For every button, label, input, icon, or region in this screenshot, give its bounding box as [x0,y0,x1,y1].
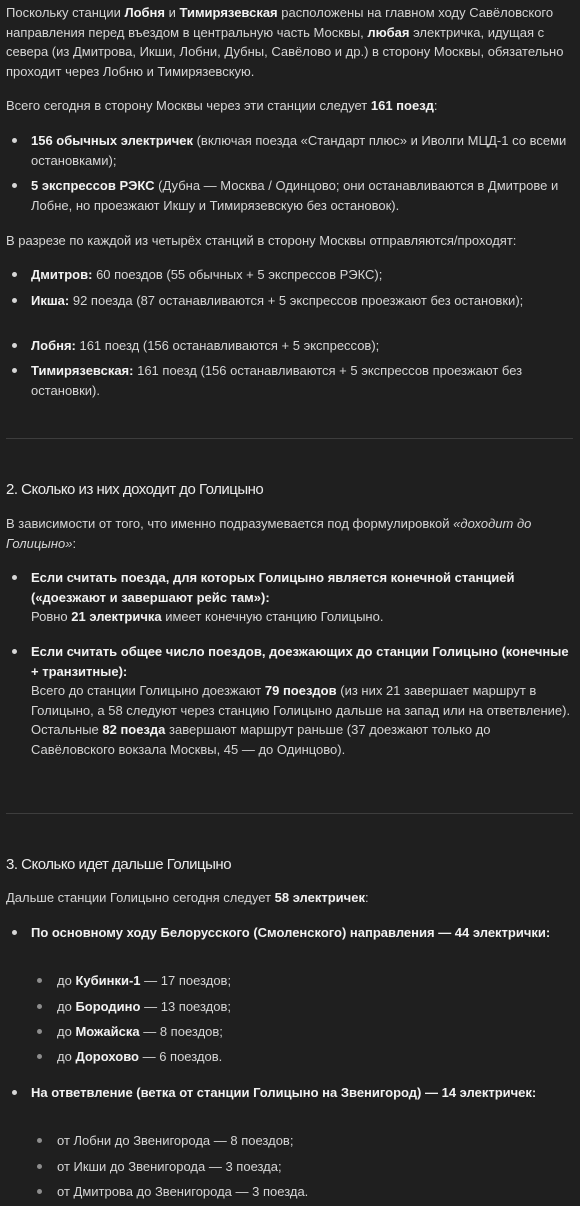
list-item: На ответвление (ветка от станции Голицыно на Звенигород) — 14 электричек: [31,1083,574,1103]
list-item: По основному ходу Белорусского (Смоленского) направления — 44 электрички: [31,923,574,943]
bullet-icon [12,368,17,373]
list-item: Лобня: 161 поезд (156 останавливаются + 5 экспрессов); [31,336,574,356]
bullet-icon [12,575,17,580]
per-station-intro: В разрезе по каждой из четырёх станций в сторону Москвы отправляются/проходят: [6,233,517,248]
sub-list-item: до Кубинки-1 — 17 поездов; [57,971,574,991]
sub-list-item: до Бородино — 13 поездов; [57,997,574,1017]
bullet-icon [12,1090,17,1095]
sub-list-item: от Дмитрова до Звенигорода — 3 поезда. [57,1182,574,1202]
list-item: 5 экспрессов РЭКС (Дубна — Москва / Одинцово; они останавливаются в Дмитрове и Лобне, но проезжают Икшу и Тимирязевскую без остановок). [31,176,574,215]
section3-intro: Дальше станции Голицыно сегодня следует 58 электричек: [6,890,369,905]
sub-list-item: до Можайска — 8 поездов; [57,1022,574,1042]
list-item: Икша: 92 поезда (87 останавливаются + 5 экспрессов проезжают без остановки); [31,291,574,311]
bullet-icon [37,1164,42,1169]
section-heading: 3. Сколько идет дальше Голицыно [6,856,232,873]
bullet-icon [37,1189,42,1194]
sub-list-item: от Икши до Звенигорода — 3 поезда; [57,1157,574,1177]
total-paragraph: Всего сегодня в сторону Москвы через эти станции следует 161 поезд: [6,98,438,113]
bullet-icon [37,1004,42,1009]
intro-paragraph: Поскольку станции Лобня и Тимирязевская расположены на главном ходу Савёловского направления перед въездом в центральную часть Москвы, любая электричка, идущая с севера (из Дмитрова, Икши, Лобни, Дубны, Савёлово и др.) в сторону Москвы, обязательно проходит через Лобню и Тимирязевскую. [6,5,564,79]
section-divider [6,813,573,814]
bullet-icon [12,298,17,303]
bullet-icon [37,1029,42,1034]
bullet-icon [12,930,17,935]
sub-list-item: от Лобни до Звенигорода — 8 поездов; [57,1131,574,1151]
section-divider [6,438,573,439]
list-item: Дмитров: 60 поездов (55 обычных + 5 экспрессов РЭКС); [31,265,574,285]
bullet-icon [12,343,17,348]
list-item: Тимирязевская: 161 поезд (156 останавливаются + 5 экспрессов проезжают без остановки). [31,361,574,400]
bullet-icon [12,138,17,143]
bullet-icon [37,1054,42,1059]
section2-intro: В зависимости от того, что именно подразумевается под формулировкой «доходит до Голицыно»: [6,516,532,551]
bullet-icon [12,183,17,188]
list-item: 156 обычных электричек (включая поезда «Стандарт плюс» и Иволги МЦД-1 со всеми остановками); [31,131,574,170]
section-heading: 2. Сколько из них доходит до Голицыно [6,481,264,498]
bullet-icon [12,649,17,654]
bullet-icon [37,978,42,983]
bullet-icon [12,272,17,277]
sub-list-item: до Дорохово — 6 поездов. [57,1047,574,1067]
bullet-icon [37,1138,42,1143]
list-item: Если считать общее число поездов, доезжающих до станции Голицыно (конечные + транзитные): Всего до станции Голицыно доезжают 79 поездов (из них 21 завершает маршрут в Голицыно, а 58 следуют через станцию Голицыно дальше на запад или на ответвление). Остальные 82 поезда завершают маршрут раньше (37 доезжают только до Савёловского вокзала Москвы, 45 — до Одинцово). [31,642,574,759]
list-item: Если считать поезда, для которых Голицыно является конечной станцией («доезжают и завершают рейс там»): Ровно 21 электричка имеет конечную станцию Голицыно. [31,568,574,627]
